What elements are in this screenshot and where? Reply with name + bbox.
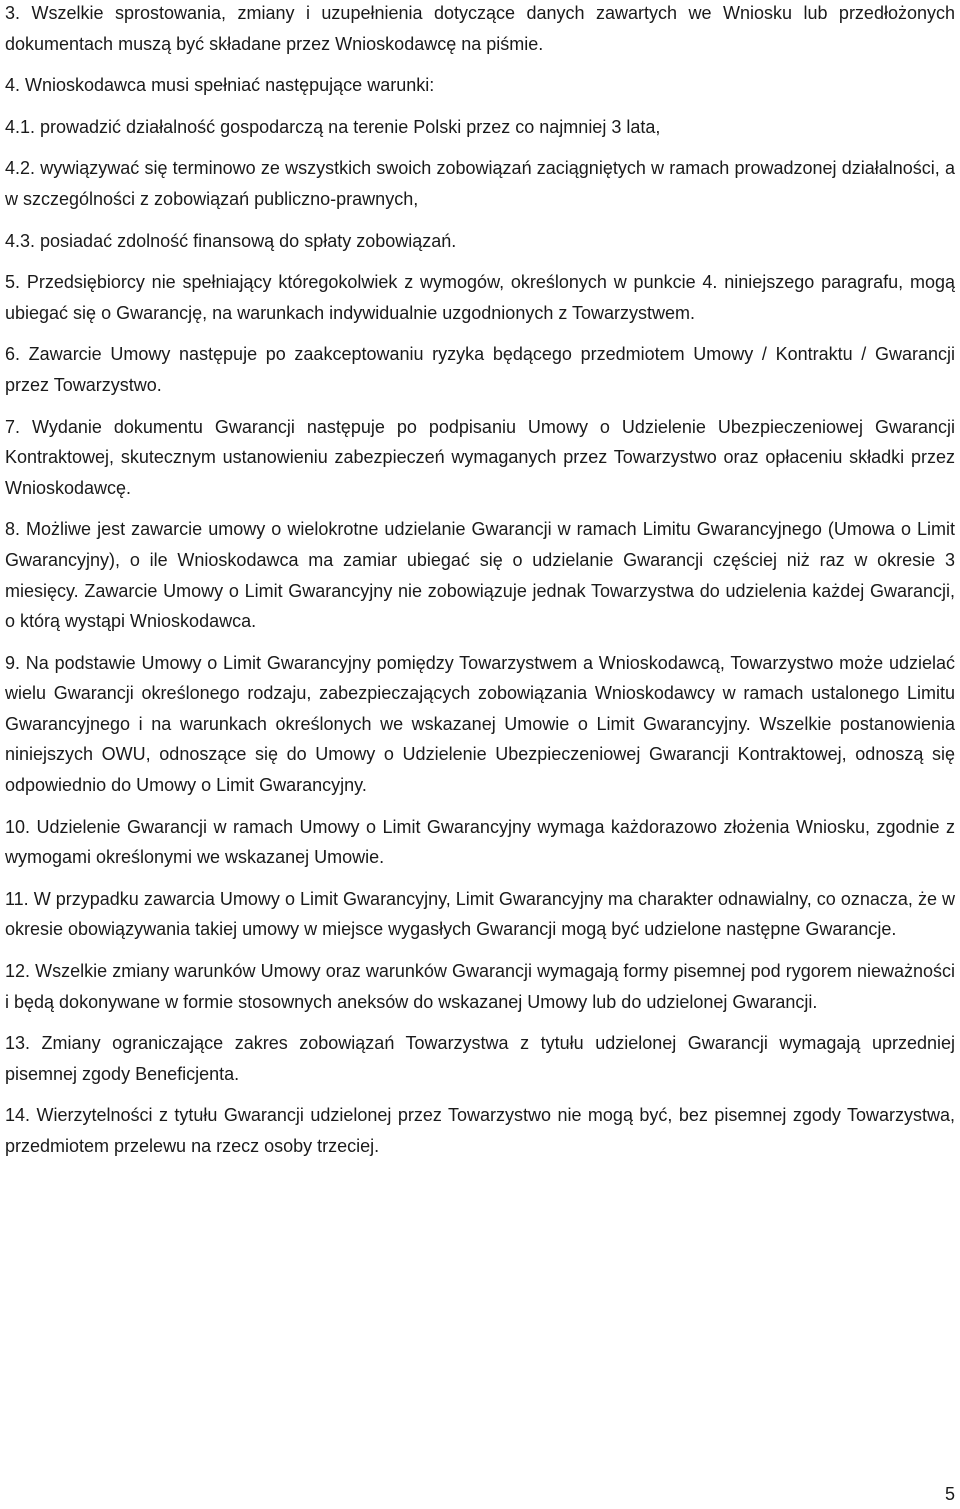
paragraph-5: 5. Przedsiębiorcy nie spełniający któregokolwiek z wymogów, określonych w punkcie 4. niniejszego paragrafu, mogą ubiegać się o Gwarancję, na warunkach indywidualnie uzgodnionych z Towarzystwem.: [5, 272, 955, 323]
document-page: [5, 0, 955, 1162]
page-number: 5: [944, 1484, 955, 1504]
paragraph-4-2: 4.2. wywiązywać się terminowo ze wszystkich swoich zobowiązań zaciągniętych w ramach prowadzonej działalności, a w szczególności z zobowiązań publiczno-prawnych,: [5, 158, 955, 209]
paragraph-11: 11. W przypadku zawarcia Umowy o Limit Gwarancyjny, Limit Gwarancyjny ma charakter odnawialny, co oznacza, że w okresie obowiązywania takiej umowy w miejsce wygasłych Gwarancji mogą być udzielone następne Gwarancje.: [5, 888, 955, 940]
paragraph-8: 8. Możliwe jest zawarcie umowy o wielokrotne udzielanie Gwarancji w ramach Limitu Gwarancyjnego (Umowa o Limit Gwarancyjny), o ile Wnioskodawca ma zamiar ubiegać się o udzielanie Gwarancji częściej niż raz w okresie 3 miesięcy. Zawarcie Umowy o Limit Gwarancyjny nie zobowiązuje jednak Towarzystwa do udzielenia każdej Gwarancji, o którą wystąpi Wnioskodawca.: [5, 519, 955, 632]
paragraph-4-3: 4.3. posiadać zdolność finansową do spłaty zobowiązań.: [5, 230, 457, 251]
paragraph-6: 6. Zawarcie Umowy następuje po zaakceptowaniu ryzyka będącego przedmiotem Umowy / Kontraktu / Gwarancji przez Towarzystwo.: [5, 344, 955, 395]
paragraph-4: 4. Wnioskodawca musi spełniać następujące warunki:: [5, 75, 435, 96]
paragraph-14: 14. Wierzytelności z tytułu Gwarancji udzielonej przez Towarzystwo nie mogą być, bez pisemnej zgody Towarzystwa, przedmiotem przelewu na rzecz osoby trzeciej.: [5, 1105, 955, 1156]
paragraph-13: 13. Zmiany ograniczające zakres zobowiązań Towarzystwa z tytułu udzielonej Gwarancji wymagają uprzedniej pisemnej zgody Beneficjenta.: [5, 1033, 955, 1084]
paragraph-3: 3. Wszelkie sprostowania, zmiany i uzupełnienia dotyczące danych zawartych we Wniosku lub przedłożonych dokumentach muszą być składane przez Wnioskodawcę na piśmie.: [5, 3, 955, 54]
paragraph-10: 10. Udzielenie Gwarancji w ramach Umowy o Limit Gwarancyjny wymaga każdorazowo złożenia Wniosku, zgodnie z wymogami określonymi we wskazanej Umowie.: [5, 816, 955, 868]
paragraph-4-1: 4.1. prowadzić działalność gospodarczą na terenie Polski przez co najmniej 3 lata,: [5, 116, 661, 137]
paragraph-7: 7. Wydanie dokumentu Gwarancji następuje po podpisaniu Umowy o Udzielenie Ubezpieczeniowej Gwarancji Kontraktowej, skutecznym ustanowieniu zabezpieczeń wymaganych przez Towarzystwo oraz opłaceniu składki przez Wnioskodawcę.: [5, 416, 955, 498]
paragraph-12: 12. Wszelkie zmiany warunków Umowy oraz warunków Gwarancji wymagają formy pisemnej pod rygorem nieważności i będą dokonywane w formie stosownych aneksów do wskazanej Umowy lub do udzielonej Gwarancji.: [5, 961, 955, 1012]
paragraph-9: 9. Na podstawie Umowy o Limit Gwarancyjny pomiędzy Towarzystwem a Wnioskodawcą, Towarzystwo może udzielać wielu Gwarancji określonego rodzaju, zabezpieczających zobowiązania Wnioskodawcy w ramach ustalonego Limitu Gwarancyjnego i na warunkach określonych we wskazanej Umowie o Limit Gwarancyjny. Wszelkie postanowienia niniejszych OWU, odnoszące się do Umowy o Udzielenie Ubezpieczeniowej Gwarancji Kontraktowej, odnoszą się odpowiednio do Umowy o Limit Gwarancyjny.: [5, 652, 955, 796]
